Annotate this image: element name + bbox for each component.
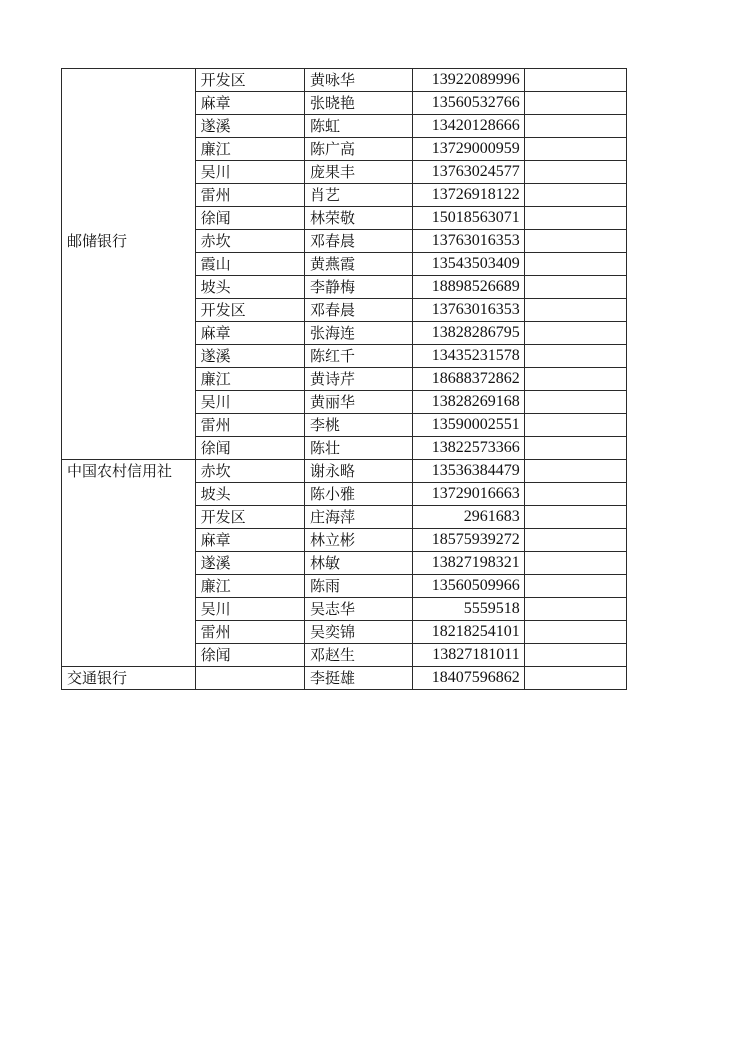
empty-cell xyxy=(524,299,626,322)
empty-cell xyxy=(524,529,626,552)
name-cell: 肖艺 xyxy=(304,184,412,207)
district-cell: 吴川 xyxy=(195,391,304,414)
phone-cell: 13828286795 xyxy=(413,322,524,345)
name-cell: 邓赵生 xyxy=(304,644,412,667)
empty-cell xyxy=(524,345,626,368)
name-cell: 黄诗芹 xyxy=(304,368,412,391)
name-cell: 林敏 xyxy=(304,552,412,575)
empty-cell xyxy=(524,667,626,690)
name-cell: 陈雨 xyxy=(304,575,412,598)
name-cell: 谢永略 xyxy=(304,460,412,483)
org-cell xyxy=(62,506,196,529)
org-cell xyxy=(62,621,196,644)
org-cell xyxy=(62,391,196,414)
org-cell xyxy=(62,575,196,598)
phone-cell: 5559518 xyxy=(413,598,524,621)
district-cell: 麻章 xyxy=(195,322,304,345)
empty-cell xyxy=(524,575,626,598)
district-cell: 徐闻 xyxy=(195,437,304,460)
name-cell: 邓春晨 xyxy=(304,299,412,322)
phone-cell: 13922089996 xyxy=(413,69,524,92)
name-cell: 吴志华 xyxy=(304,598,412,621)
org-cell xyxy=(62,299,196,322)
phone-cell: 13543503409 xyxy=(413,253,524,276)
empty-cell xyxy=(524,230,626,253)
table-row xyxy=(62,115,627,138)
org-cell xyxy=(62,138,196,161)
org-cell xyxy=(62,437,196,460)
table-row xyxy=(62,529,627,552)
table-body xyxy=(62,69,627,690)
district-cell: 开发区 xyxy=(195,299,304,322)
empty-cell xyxy=(524,483,626,506)
district-cell: 遂溪 xyxy=(195,552,304,575)
name-cell: 黄咏华 xyxy=(304,69,412,92)
phone-cell: 13763016353 xyxy=(413,299,524,322)
phone-cell: 18218254101 xyxy=(413,621,524,644)
table-row xyxy=(62,391,627,414)
table-row xyxy=(62,368,627,391)
table-row xyxy=(62,414,627,437)
org-cell xyxy=(62,184,196,207)
district-cell: 吴川 xyxy=(195,598,304,621)
table-row xyxy=(62,138,627,161)
table-row xyxy=(62,460,627,483)
district-cell: 坡头 xyxy=(195,483,304,506)
org-cell xyxy=(62,322,196,345)
phone-cell: 18407596862 xyxy=(413,667,524,690)
empty-cell xyxy=(524,552,626,575)
name-cell: 邓春晨 xyxy=(304,230,412,253)
empty-cell xyxy=(524,115,626,138)
table-row xyxy=(62,230,627,253)
org-cell xyxy=(62,483,196,506)
empty-cell xyxy=(524,621,626,644)
table-row xyxy=(62,552,627,575)
org-cell xyxy=(62,598,196,621)
name-cell: 陈小雅 xyxy=(304,483,412,506)
district-cell: 吴川 xyxy=(195,161,304,184)
org-cell: 中国农村信用社 xyxy=(62,460,196,483)
district-cell: 遂溪 xyxy=(195,345,304,368)
district-cell: 廉江 xyxy=(195,138,304,161)
name-cell: 陈红千 xyxy=(304,345,412,368)
empty-cell xyxy=(524,391,626,414)
empty-cell xyxy=(524,92,626,115)
org-cell xyxy=(62,115,196,138)
district-cell: 徐闻 xyxy=(195,644,304,667)
empty-cell xyxy=(524,460,626,483)
district-cell: 廉江 xyxy=(195,368,304,391)
phone-cell: 15018563071 xyxy=(413,207,524,230)
org-cell xyxy=(62,552,196,575)
empty-cell xyxy=(524,598,626,621)
phone-cell: 13827198321 xyxy=(413,552,524,575)
empty-cell xyxy=(524,138,626,161)
empty-cell xyxy=(524,161,626,184)
phone-cell: 2961683 xyxy=(413,506,524,529)
name-cell: 黄燕霞 xyxy=(304,253,412,276)
table-row xyxy=(62,621,627,644)
empty-cell xyxy=(524,207,626,230)
org-cell xyxy=(62,69,196,92)
name-cell: 李挺雄 xyxy=(304,667,412,690)
org-cell xyxy=(62,161,196,184)
district-cell: 徐闻 xyxy=(195,207,304,230)
empty-cell xyxy=(524,414,626,437)
org-cell xyxy=(62,92,196,115)
empty-cell xyxy=(524,276,626,299)
phone-cell: 13435231578 xyxy=(413,345,524,368)
name-cell: 庄海萍 xyxy=(304,506,412,529)
empty-cell xyxy=(524,368,626,391)
empty-cell xyxy=(524,184,626,207)
district-cell: 雷州 xyxy=(195,414,304,437)
name-cell: 张海连 xyxy=(304,322,412,345)
phone-cell: 13420128666 xyxy=(413,115,524,138)
name-cell: 吴奕锦 xyxy=(304,621,412,644)
empty-cell xyxy=(524,253,626,276)
name-cell: 张晓艳 xyxy=(304,92,412,115)
table-row xyxy=(62,345,627,368)
district-cell: 雷州 xyxy=(195,184,304,207)
table-row xyxy=(62,506,627,529)
org-cell xyxy=(62,207,196,230)
org-cell xyxy=(62,368,196,391)
district-cell xyxy=(195,667,304,690)
empty-cell xyxy=(524,644,626,667)
name-cell: 李桃 xyxy=(304,414,412,437)
empty-cell xyxy=(524,437,626,460)
phone-cell: 13729000959 xyxy=(413,138,524,161)
name-cell: 李静梅 xyxy=(304,276,412,299)
table-row xyxy=(62,483,627,506)
district-cell: 霞山 xyxy=(195,253,304,276)
org-cell xyxy=(62,644,196,667)
name-cell: 林立彬 xyxy=(304,529,412,552)
phone-cell: 13536384479 xyxy=(413,460,524,483)
district-cell: 赤坎 xyxy=(195,230,304,253)
phone-cell: 13763024577 xyxy=(413,161,524,184)
name-cell: 陈壮 xyxy=(304,437,412,460)
org-cell xyxy=(62,345,196,368)
empty-cell xyxy=(524,69,626,92)
district-cell: 麻章 xyxy=(195,529,304,552)
table-row xyxy=(62,598,627,621)
table-row xyxy=(62,322,627,345)
table-row xyxy=(62,575,627,598)
name-cell: 庞果丰 xyxy=(304,161,412,184)
table-row xyxy=(62,253,627,276)
table-row xyxy=(62,207,627,230)
empty-cell xyxy=(524,322,626,345)
name-cell: 陈广高 xyxy=(304,138,412,161)
table-row xyxy=(62,69,627,92)
phone-cell: 13827181011 xyxy=(413,644,524,667)
org-cell xyxy=(62,529,196,552)
org-cell: 交通银行 xyxy=(62,667,196,690)
phone-cell: 13590002551 xyxy=(413,414,524,437)
phone-cell: 13729016663 xyxy=(413,483,524,506)
org-cell xyxy=(62,253,196,276)
phone-cell: 13560532766 xyxy=(413,92,524,115)
table-row xyxy=(62,92,627,115)
contact-table xyxy=(61,68,627,690)
district-cell: 赤坎 xyxy=(195,460,304,483)
phone-cell: 13726918122 xyxy=(413,184,524,207)
table-row xyxy=(62,437,627,460)
phone-cell: 13822573366 xyxy=(413,437,524,460)
phone-cell: 13560509966 xyxy=(413,575,524,598)
district-cell: 开发区 xyxy=(195,506,304,529)
name-cell: 黄丽华 xyxy=(304,391,412,414)
phone-cell: 18898526689 xyxy=(413,276,524,299)
org-cell xyxy=(62,276,196,299)
district-cell: 廉江 xyxy=(195,575,304,598)
phone-cell: 13763016353 xyxy=(413,230,524,253)
district-cell: 坡头 xyxy=(195,276,304,299)
phone-cell: 18688372862 xyxy=(413,368,524,391)
district-cell: 开发区 xyxy=(195,69,304,92)
phone-cell: 18575939272 xyxy=(413,529,524,552)
table-row xyxy=(62,667,627,690)
district-cell: 麻章 xyxy=(195,92,304,115)
name-cell: 林荣敬 xyxy=(304,207,412,230)
table-row xyxy=(62,299,627,322)
empty-cell xyxy=(524,506,626,529)
table-row xyxy=(62,644,627,667)
table-row xyxy=(62,184,627,207)
org-cell xyxy=(62,414,196,437)
district-cell: 雷州 xyxy=(195,621,304,644)
table-row xyxy=(62,276,627,299)
district-cell: 遂溪 xyxy=(195,115,304,138)
phone-cell: 13828269168 xyxy=(413,391,524,414)
table-row xyxy=(62,161,627,184)
org-cell: 邮储银行 xyxy=(62,230,196,253)
name-cell: 陈虹 xyxy=(304,115,412,138)
